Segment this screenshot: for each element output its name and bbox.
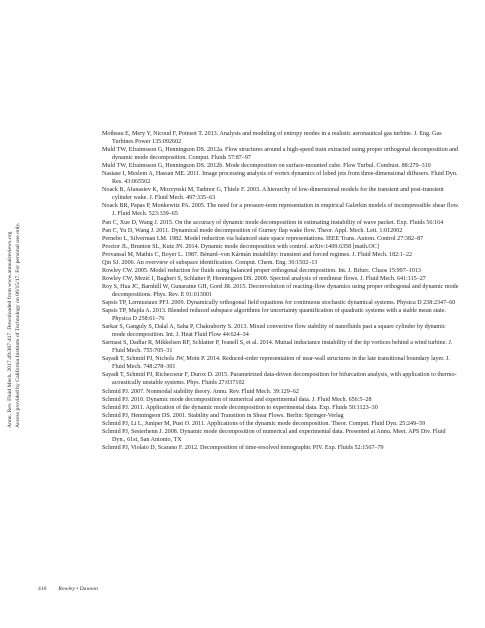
reference-entry: [102, 235, 460, 243]
download-notice-line-2: Access provided by California Institute of Technology on 06/15/17. For personal use only.: [15, 222, 21, 428]
reference-text: Schmid PJ, Li L, Juniper M, Pust O. 2011. Applications of the dynamic mode decomposition. Theor. Comput. Fluid Dyn. 25:249–59: [102, 420, 426, 427]
reference-entry: [102, 275, 460, 283]
reference-text: Noack BR, Papas P, Monkewitz PA. 2005. The need for a pressure-term representation in empirical Galerkin models of incompressible shear flow. J. Fluid Mech. 523:339–65: [102, 203, 460, 218]
reference-entry: [102, 259, 460, 267]
reference-text: Proctor JL, Brunton SL, Kutz JN. 2014. Dynamic mode decomposition with control. arXiv:1409.6358 [math.OC]: [102, 243, 379, 250]
reference-text: Sayadi T, Schmid PJ, Richecoeur F, Durox D. 2015. Parametrized data-driven decomposition for bifurcation analysis, with application to thermo-acoustically unstable systems. Phys. Fluids 27:037102: [102, 372, 457, 387]
reference-text: Sapsis TP, Lermusiaux PFJ. 2009. Dynamically orthogonal field equations for continuous stochastic dynamical systems. Physica D 238:2347–60: [102, 299, 456, 306]
reference-text: Schmid PJ, Henningson DS. 2001. Stability and Transition in Shear Flows. Berlin: Springer-Verlag: [102, 412, 344, 419]
reference-entry: [102, 420, 460, 428]
reference-text: Schmid PJ, Sesterhenn J. 2008. Dynamic mode decomposition of numerical and experimental data. Presented at Annu. Meet. APS Div. Fluid Dyn., 61st, San Antonio, TX: [102, 428, 446, 443]
download-notice-line-1: Annu. Rev. Fluid Mech. 2017.49:387-417. Downloaded from www.annualreviews.org: [7, 231, 13, 428]
reference-entry: [102, 283, 460, 299]
reference-text: Muld TW, Efraimsson G, Henningson DS. 2012b. Mode decomposition on surface-mounted cube. Flow Turbul. Combust. 88:279–310: [102, 163, 431, 170]
reference-text: Sarkar S, Ganguly S, Dalal A, Saha P, Chakraborty S. 2013. Mixed convective flow stability of nanofluids past a square cylinder by dynamic mode decomposition. Int. J. Heat Fluid Flow 44:624–34: [102, 324, 446, 339]
reference-text: Provansal M, Mathis C, Boyer L. 1987. Bénard–von Kármán instability: transient and forced regimes. J. Fluid Mech. 182:1–22: [102, 251, 413, 258]
reference-text: Schmid PJ. 2011. Application of the dynamic mode decomposition to experimental data. Exp. Fluids 50:1123–30: [102, 404, 378, 411]
reference-entry: [102, 243, 460, 251]
reference-entry: [102, 307, 460, 323]
reference-text: Pernebo L, Silverman LM. 1982. Model reduction via balanced state space representations. IEEE Trans. Autom. Control 27:382–87: [102, 235, 424, 242]
reference-text: Qin SJ. 2006. An overview of subspace identification. Comput. Chem. Eng. 30:1502–13: [102, 259, 318, 266]
reference-text: Schmid PJ. 2010. Dynamic mode decomposition of numerical and experimental data. J. Fluid Mech. 656:5–28: [102, 396, 372, 403]
reference-text: Sarmast S, Dadfar R, Mikkelsen RF, Schlatter P, Ivanell S, et al. 2014. Mutual inductance instability of the tip vortices behind a wind turbine. J. Fluid Mech. 755:705–31: [102, 340, 453, 355]
reference-entry: [102, 412, 460, 420]
reference-text: Noack B, Afanasiev K, Morzynski M, Tadmor G, Thiele F. 2003. A hierarchy of low-dimensional models for the transient and post-transient cylinder wake. J. Fluid Mech. 497:335–63: [102, 187, 444, 202]
reference-text: Motheau E, Mery Y, Nicoud F, Poinsot T. 2013. Analysis and modeling of entropy modes in a realistic aeronautical gas turbine. J. Eng. Gas Turbines Power 135:092602: [102, 131, 442, 146]
reference-text: Pan C, Xue D, Wang J. 2015. On the accuracy of dynamic mode decomposition in estimating instability of wave packet. Exp. Fluids 56:164: [102, 219, 444, 226]
reference-entry: [102, 267, 460, 275]
reference-entry: [102, 130, 460, 146]
reference-entry: [102, 251, 460, 259]
reference-entry: [102, 227, 460, 235]
page-footer: [38, 586, 98, 592]
reference-text: Muld TW, Efraimsson G, Henningson DS. 2012a. Flow structures around a high-speed train extracted using proper orthogonal decomposition and dynamic mode decomposition. Comput. Fluids 57:87–97: [102, 147, 459, 162]
page-number: 416: [38, 586, 47, 592]
reference-entry: [102, 396, 460, 404]
reference-text: Sapsis TP, Majda A. 2013. Blended reduced subspace algorithms for uncertainty quantification of quadratic systems with a stable mean state. Physica D 258:61–76: [102, 308, 446, 323]
reference-entry: [102, 355, 460, 371]
reference-entry: [102, 388, 460, 396]
running-authors: Rowley • Dawson: [58, 586, 98, 592]
reference-text: Rowley CW. 2005. Model reduction for fluids using balanced proper orthogonal decomposition. Int. J. Bifurc. Chaos 15:997–1013: [102, 267, 421, 274]
reference-entry: [102, 170, 460, 186]
reference-text: Schmid PJ, Violato D, Scarano F. 2012. Decomposition of time-resolved tomographic PIV. Exp. Fluids 52:1567–79: [102, 444, 384, 451]
download-notice: [2, 170, 28, 430]
reference-entry: [102, 202, 460, 218]
reference-entry: [102, 444, 460, 452]
reference-text: Schmid PJ. 2007. Nonmodal stability theory. Annu. Rev. Fluid Mech. 39:129–62: [102, 388, 299, 395]
reference-entry: [102, 146, 460, 162]
reference-entry: [102, 323, 460, 339]
reference-entry: [102, 162, 460, 170]
reference-entry: [102, 371, 460, 387]
reference-text: Rowley CW, Mezić I, Bagheri S, Schlatter P, Henningson DS. 2009. Spectral analysis of nonlinear flows. J. Fluid Mech. 641:115–27: [102, 275, 426, 282]
reference-text: Nastase I, Meslem A, Hassan ME. 2011. Image processing analysis of vortex dynamics of lobed jets from three-dimensional diffusers. Fluid Dyn. Res. 43:065502: [102, 171, 458, 186]
reference-entry: [102, 299, 460, 307]
reference-entry: [102, 339, 460, 355]
reference-text: Roy S, Hua JC, Barnhill W, Gunaratne GH, Gord JR. 2015. Deconvolution of reacting-flow dynamics using proper orthogonal and dynamic mode decompositions. Phys. Rev. E 91:013001: [102, 283, 459, 298]
reference-entry: [102, 404, 460, 412]
reference-text: Pan C, Yu D, Wang J. 2011. Dynamical mode decomposition of Gurney flap wake flow. Theor. Appl. Mech. Lett. 1:012002: [102, 227, 403, 234]
reference-entry: [102, 186, 460, 202]
reference-list: [102, 130, 460, 452]
reference-entry: [102, 428, 460, 444]
reference-entry: [102, 219, 460, 227]
reference-text: Sayadi T, Schmid PJ, Nichols JW, Moin P. 2014. Reduced-order representation of near-wall structures in the late transitional boundary layer. J. Fluid Mech. 748:278–301: [102, 356, 450, 371]
